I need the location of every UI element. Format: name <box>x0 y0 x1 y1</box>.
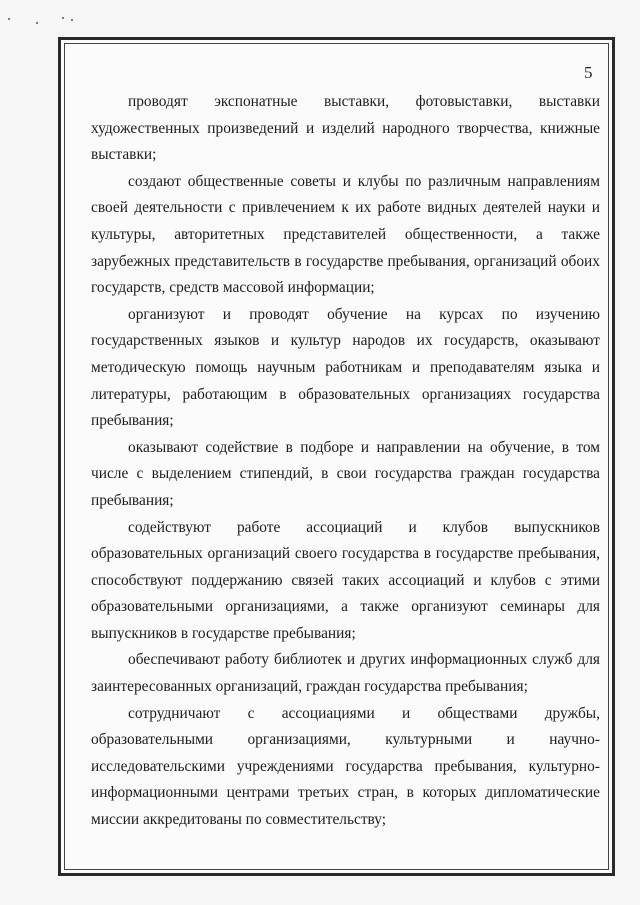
paragraph-alumni-associations: содействуют работе ассоциаций и клубов выпускников образовательных организаций своего государства в государстве пребывания, способствуют поддержанию связей таких ассоциаций и клубов с этими образовательными организациями, а также организуют семинары для выпускников в государстве пребывания; <box>91 518 600 642</box>
paragraph-study-assistance: оказывают содействие в подборе и направлении на обучение, в том числе с выделением стипендий, в свои государства граждан государства пребывания; <box>91 438 600 509</box>
document-body <box>91 89 600 834</box>
paragraph-councils-clubs: создают общественные советы и клубы по различным направлениям своей деятельности с привлечением к их работе видных деятелей науки и культуры, авторитетных представителей общественности, а также зарубежных представительств в государстве пребывания, организаций обоих государств, средств массовой информации; <box>91 172 600 297</box>
page-number: 5 <box>584 63 593 82</box>
scan-speck <box>62 17 64 19</box>
paragraph-exhibitions: проводят экспонатные выставки, фотовыставки, выставки художественных произведений и изделий народного творчества, книжные выставки; <box>91 93 600 164</box>
paragraph-language-courses: организуют и проводят обучение на курсах по изучению государственных языков и культур народов их государств, оказывают методическую помощь научным работникам и преподавателям языка и литературы, работающим в образовательных организациях государства пребывания; <box>91 305 600 430</box>
scan-speck <box>8 18 10 20</box>
scan-speck <box>71 19 73 21</box>
paragraph-cooperation: сотрудничают с ассоциациями и обществами дружбы, образовательными организациями, культурными и научно-исследовательскими учреждениями государства пребывания, культурно-информационными центрами третьих стран, в которых дипломатические миссии аккредитованы по совместительству; <box>91 704 600 829</box>
paragraph-libraries: обеспечивают работу библиотек и других информационных служб для заинтересованных организаций, граждан государства пребывания; <box>91 651 600 696</box>
scan-speck <box>36 22 38 24</box>
